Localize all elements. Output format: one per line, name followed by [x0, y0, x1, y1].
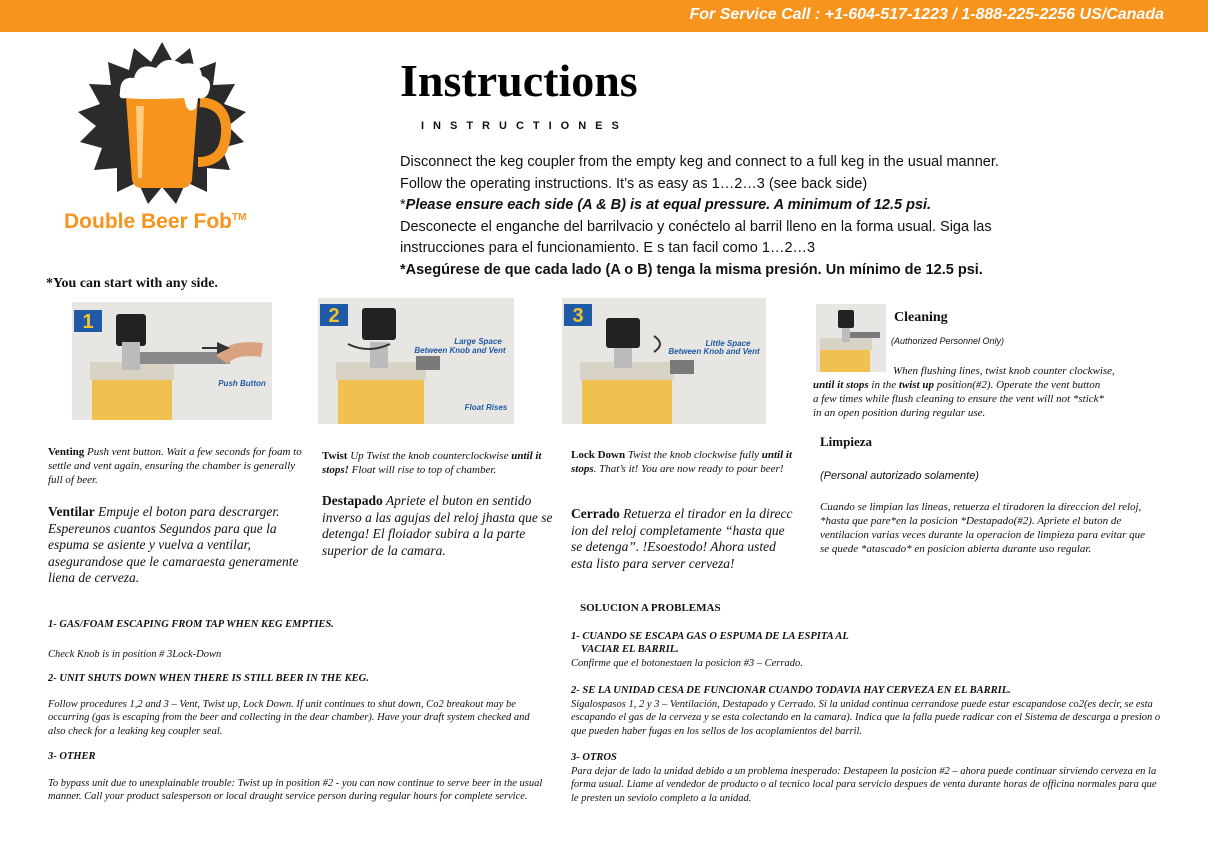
intro-line-3-text: Please ensure each side (A & B) is at equal pressure. A minimum of 12.5 psi. [405, 197, 932, 213]
trouble-es-heading-2: 2- SE LA UNIDAD CESA DE FUNCIONAR CUANDO TODAVIA HAY CERVEZA EN EL BARRIL. [571, 685, 1011, 696]
page-subtitle: INSTRUCTIONES [421, 120, 628, 132]
destapado-body: Apriete el buton en sentido inverso a las agujas del reloj jhasta que se detenga! El floiador subira a la parte superior de la camara. [322, 493, 553, 558]
ventilar-text [48, 504, 310, 587]
step-1-number: 1 [82, 311, 94, 333]
troubleshooting-es [571, 602, 1161, 805]
limpieza-heading: Limpieza [820, 434, 872, 449]
lockdown-body-a: Twist the knob clockwise fully [625, 449, 762, 461]
cleaning-line-3: a few times while flush cleaning to ensure the vent will not *stick* [813, 393, 1105, 405]
trouble-es-text-2: Sigalospasos 1, 2 y 3 – Ventilación, Destapado y Cerrado. Si la unidad continua cerrandose puede estar escapandose co2(es decir, se esta escapando el gas de la cerveza y se esta colectando en la camara). Indica que la falla puede radicar con el Sistema de descarga a presion o que pueden haber fugas en los sellos de los acoplamientos del barril. [571, 698, 1161, 737]
trademark-mark: TM [232, 212, 247, 223]
trouble-es-heading-1b: VACIAR EL BARRIL. [581, 644, 679, 655]
venting-text [48, 445, 308, 487]
trouble-es-text-3: Para dejar de lado la unidad debido a un problema inesperado: Destapeen la posicion #2 – ahora puede continuar sirviendo cerveza en la forma usual. Liame al vendedor de producto o al tecnico local para servicio despues de venta durante horas de officina normales para que le presten un seviolo completo a la unidad. [571, 765, 1157, 804]
cleaning-text [813, 364, 1158, 420]
brand-name-text: Double Beer Fob [64, 210, 233, 233]
trouble-es-heading-3: 3- OTROS [571, 752, 617, 763]
cleaning-heading: Cleaning [894, 310, 948, 325]
step-1-photo [72, 302, 272, 420]
intro-line-6: *Asegúrese de que cada lado (A o B) tenga la misma presión. Un mínimo de 12.5 psi. [400, 261, 983, 278]
twist-text [322, 449, 558, 477]
intro-line-4: Desconecte el enganche del barrilvacio y conéctelo al barril lleno en la forma usual. Siga las [400, 218, 992, 235]
step-3-label-2: Between Knob and Vent [668, 347, 760, 356]
trouble-en-text-1: Check Knob is in position # 3Lock-Down [48, 648, 222, 660]
cleaning-line-2-bold: until it stops [813, 379, 869, 391]
trouble-es-heading-1a: 1- CUANDO SE ESCAPA GAS O ESPUMA DE LA ESPITA AL [571, 630, 849, 642]
lockdown-body-bold: until it stops [571, 449, 793, 475]
lockdown-head: Lock Down [571, 449, 626, 461]
intro-text [400, 152, 1100, 281]
step-3-label-1: Little Space [705, 339, 751, 348]
limpieza-authorized: (Personal autorizado solamente) [820, 470, 979, 482]
ventilar-head: Ventilar [48, 504, 95, 519]
step-2-number: 2 [328, 305, 340, 327]
step-3-photo [562, 298, 766, 424]
trouble-en-heading-3: 3- OTHER [48, 751, 96, 762]
troubleshooting-en [48, 618, 548, 804]
cleaning-line-1: When flushing lines, twist knob counter clockwise, [893, 365, 1115, 377]
cleaning-line-2 [813, 378, 1158, 392]
service-call-text: For Service Call : +1-604-517-1223 / 1-888-225-2256 US/Canada [689, 6, 1164, 23]
service-header-bar [0, 0, 1208, 32]
ventilar-body: Empuje el boton para descrarger. Espereunos cuantos Segundos para que la espuma se asiente y vuelva a ventilar, asegurandose que le camaraesta generamente liena de cerveza. [48, 504, 299, 585]
step-3-number: 3 [572, 305, 584, 327]
beer-mug-logo [72, 40, 252, 210]
cerrado-text [571, 506, 799, 572]
venting-head: Venting [48, 446, 85, 458]
cleaning-photo [816, 304, 886, 372]
cerrado-body: Retuerza el tirador en la direcc ion del reloj completamente “hasta que se detenga”. !Esoestodo! Ahora usted esta listo para server cerveza! [571, 506, 793, 571]
step-2-label-1: Large Space [454, 337, 502, 346]
page-title: Instructions [400, 55, 638, 106]
step-2-photo [318, 298, 514, 424]
twist-body-b: Float will rise to top of chamber. [348, 464, 497, 476]
trouble-es-title: SOLUCION A PROBLEMAS [580, 602, 721, 614]
step-2-label-3: Float Rises [464, 403, 508, 412]
trouble-en-heading-2: 2- UNIT SHUTS DOWN WHEN THERE IS STILL BEER IN THE KEG. [48, 673, 369, 684]
step-1-label: Push Button [218, 379, 266, 388]
twist-body-a: Up Twist the knob counterclockwise [347, 450, 512, 462]
cleaning-line-2-bold2: twist up [898, 379, 935, 391]
intro-line-5: instrucciones para el funcionamiento. E s tan facil como 1…2…3 [400, 240, 816, 256]
lockdown-body-b: . That’s it! You are now ready to pour beer! [593, 463, 784, 475]
cleaning-line-2-a: in the [868, 379, 899, 391]
destapado-head: Destapado [322, 493, 383, 508]
intro-line-2: Follow the operating instructions. It’s as easy as 1…2…3 (see back side) [400, 175, 868, 192]
step-2-label-2: Between Knob and Vent [414, 346, 506, 355]
cerrado-head: Cerrado [571, 506, 620, 521]
trouble-es-text-1: Confirme que el botonestaen la posicion #3 – Cerrado. [571, 657, 803, 669]
trouble-en-text-2: Follow procedures 1,2 and 3 – Vent, Twist up, Lock Down. If unit continues to shut down, Co2 breakout may be occurring (gas is escaping from the beer and collecting in the dear chamber). Have your draft system checked and also check for a leaking keg coupler seal. [48, 698, 530, 737]
trouble-en-heading-1: 1- GAS/FOAM ESCAPING FROM TAP WHEN KEG EMPTIES. [48, 619, 334, 630]
intro-line-3-star: * [400, 197, 406, 213]
cleaning-line-4: in an open position during regular use. [813, 407, 986, 419]
intro-line-1: Disconnect the keg coupler from the empty keg and connect to a full keg in the usual manner. [400, 154, 999, 170]
lockdown-text [571, 448, 799, 476]
intro-line-3 [400, 195, 1100, 217]
destapado-text [322, 493, 558, 559]
trouble-en-text-3: To bypass unit due to unexplainable trouble: Twist up in position #2 - you can now continue to serve beer in the usual manner. Call your product salesperson or local draught service person during regular hours for complete service. [48, 777, 543, 802]
cleaning-authorized: (Authorized Personnel Only) [891, 336, 1005, 346]
cleaning-line-2-b: position(#2). Operate the vent button [934, 379, 1101, 391]
limpieza-text: Cuando se limpian las lineas, retuerza el tiradoren la direccion del reloj, *hasta que pare*en la posicion *Destapado(#2). Apriete el buton de ventilacion varias veces durante la operacion de limpieza para evitar que se quede *atascado* en posicion abierta durante uso regular. [820, 501, 1146, 555]
venting-body: Push vent button. Wait a few seconds for foam to settle and vent again, ensuring the chamber is generally full of beer. [48, 446, 302, 486]
twist-body-bold: until it stops! [322, 450, 542, 476]
brand-name [64, 210, 246, 234]
any-side-note: *You can start with any side. [46, 276, 218, 291]
twist-head: Twist [322, 450, 348, 462]
